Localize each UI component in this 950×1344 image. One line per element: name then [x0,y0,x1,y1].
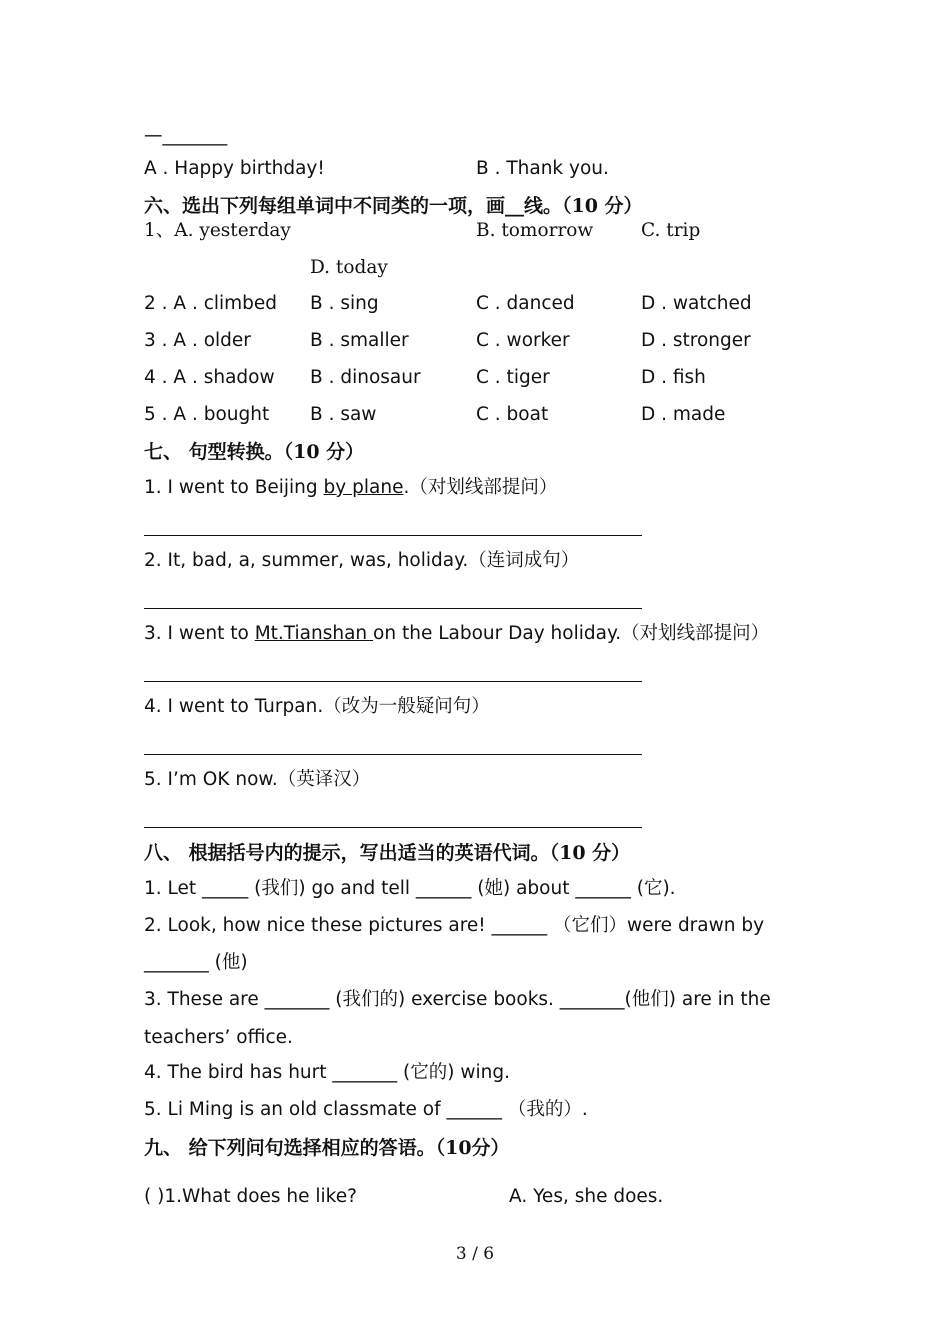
section-8-title: 八、 根据括号内的提示，写出适当的英语代词。（10 分） [144,842,631,864]
s8-line-2: 2. Look, how nice these pictures are! ______ （它们）were drawn by [144,915,765,936]
page-number: 3 / 6 [455,1244,495,1264]
s7-item-1-instruction: .（对划线部提问） [403,477,558,498]
s9-question-1: ( )1.What does he like? [144,1186,357,1207]
answer-line-4[interactable] [144,754,642,755]
s8-line-3: _______ (他) [144,952,248,973]
answer-blank-top: —_______ [144,125,228,146]
s6-row1-a: 1、A. yesterday [144,220,291,241]
answer-line-2[interactable] [144,608,642,609]
s6-row4-d: D . fish [641,367,706,388]
s6-row5-d: D . made [641,404,726,425]
s8-line-7: 5. Li Ming is an old classmate of ______ （我的）. [144,1099,588,1120]
s7-item-1-text: 1. I went to Beijing [144,477,324,498]
s7-item-3-instruction: on the Labour Day holiday.（对划线部提问） [373,623,770,644]
answer-line-5[interactable] [144,827,642,828]
option-a: A . Happy birthday! [144,158,325,179]
section-9-title: 九、 给下列问句选择相应的答语。（10分） [144,1137,510,1159]
s6-row2-d: D . watched [641,293,752,314]
s6-row2-c: C . danced [476,293,575,314]
s8-line-1: 1. Let _____ (我们) go and tell ______ (她) about ______ (它). [144,878,676,899]
s6-row3-c: C . worker [476,330,570,351]
s6-row2-a: 2 . A . climbed [144,293,278,314]
s6-row2-b: B . sing [310,293,379,314]
s9-answer-a: A. Yes, she does. [509,1186,664,1207]
s6-row5-c: C . boat [476,404,549,425]
s6-row1-b: B. tomorrow [476,220,594,241]
s6-row4-a: 4 . A . shadow [144,367,275,388]
section-7-title: 七、 句型转换。（10 分） [144,441,365,463]
s7-item-5: 5. I’m OK now.（英译汉） [144,769,371,790]
s7-item-3-underlined: Mt.Tianshan [254,623,374,644]
s6-row4-c: C . tiger [476,367,550,388]
s6-row3-d: D . stronger [641,330,751,351]
s7-item-3-text: 3. I went to [144,623,255,644]
s6-row5-b: B . saw [310,404,377,425]
s6-row3-b: B . smaller [310,330,409,351]
s7-item-1-underlined: by plane [323,477,404,498]
s8-line-4: 3. These are _______ (我们的) exercise books. _______(他们) are in the [144,989,771,1010]
s6-row1-c: C. trip [641,220,701,241]
s7-item-1 [144,477,557,499]
s6-row5-a: 5 . A . bought [144,404,270,425]
s7-item-4: 4. I went to Turpan.（改为一般疑问句） [144,696,490,717]
s7-item-2: 2. It, bad, a, summer, was, holiday.（连词成句） [144,550,580,571]
section-6-title: 六、选出下列每组单词中不同类的一项，画__线。（10 分） [144,195,643,217]
answer-line-1[interactable] [144,535,642,536]
s8-line-6: 4. The bird has hurt _______ (它的) wing. [144,1062,510,1083]
s8-line-5: teachers’ office. [144,1027,293,1048]
s6-row3-a: 3 . A . older [144,330,251,351]
answer-line-3[interactable] [144,681,642,682]
option-b: B . Thank you. [476,158,609,179]
s7-item-3 [144,623,769,645]
s6-row4-b: B . dinosaur [310,367,421,388]
s6-row1-d: D. today [310,257,388,278]
